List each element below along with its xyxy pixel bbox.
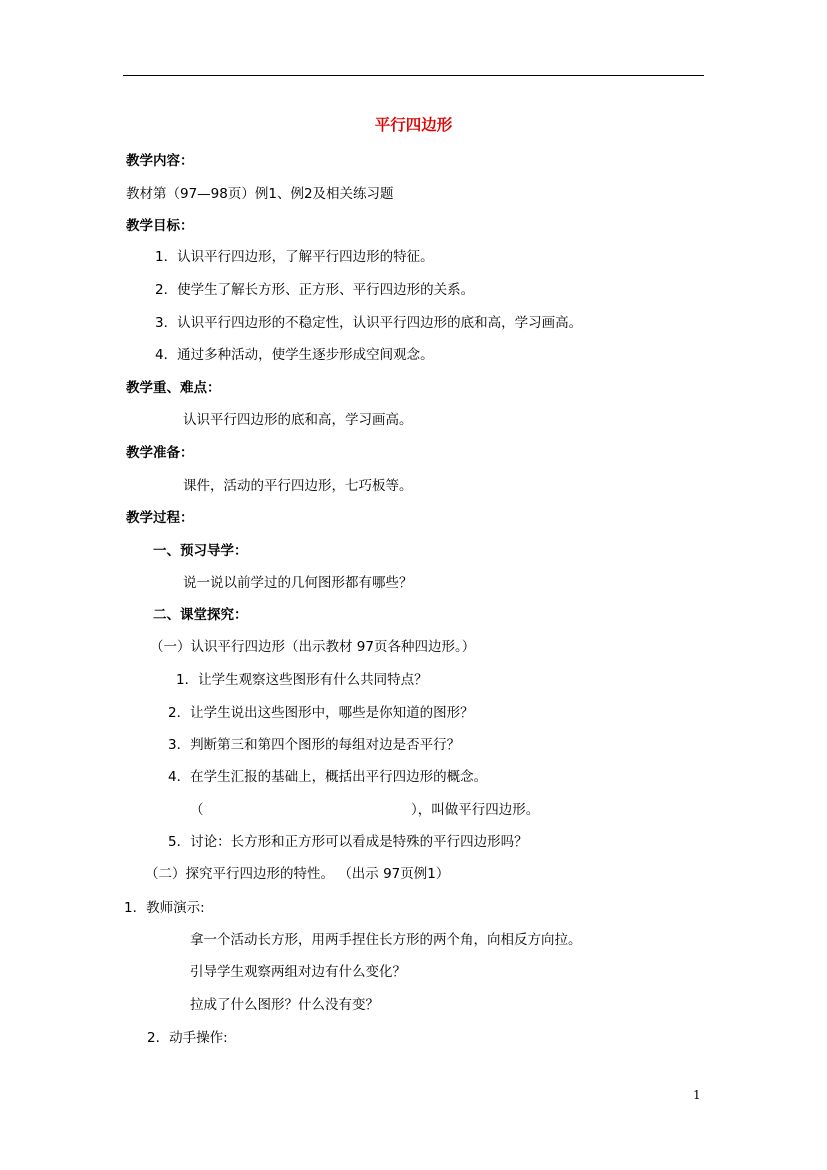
demo-item-3: 拉成了什么图形？什么没有变？	[190, 997, 379, 1013]
part2-heading: 二、课堂探究：	[153, 607, 248, 623]
key-text: 认识平行四边形的底和高，学习画高。	[183, 412, 413, 428]
sub1-item-3: 3．判断第三和第四个图形的每组对边是否平行？	[168, 737, 461, 753]
prep-heading: 教学准备：	[126, 445, 194, 461]
demo-item-1: 拿一个活动长方形，用两手捏住长方形的两个角，向相反方向拉。	[190, 932, 582, 948]
blank-definition-suffix: ），叫做平行四边形。	[411, 802, 540, 818]
goal-item-4: 4．通过多种活动，使学生逐步形成空间观念。	[155, 347, 434, 363]
demo-item-2: 引导学生观察两组对边有什么变化？	[190, 964, 406, 980]
sub1-heading: （一）认识平行四边形（出示教材 97页各种四边形。）	[150, 639, 476, 655]
prep-text: 课件，活动的平行四边形，七巧板等。	[183, 478, 413, 494]
blank-open-paren: （	[190, 802, 204, 818]
process-heading: 教学过程：	[126, 510, 194, 526]
page-number: 1	[693, 1088, 701, 1102]
sub1-item-2: 2．让学生说出这些图形中，哪些是你知道的图形？	[168, 705, 474, 721]
part1-heading: 一、预习导学：	[153, 543, 248, 559]
goals-heading: 教学目标：	[126, 218, 194, 234]
sub1-item-4: 4．在学生汇报的基础上，概括出平行四边形的概念。	[168, 769, 488, 785]
hands-on-heading: 2．动手操作:	[147, 1030, 228, 1046]
goal-item-1: 1．认识平行四边形，了解平行四边形的特征。	[155, 249, 434, 265]
content-text: 教材第（97—98页）例1、例2及相关练习题	[126, 186, 394, 202]
sub1-item-1: 1．让学生观察这些图形有什么共同特点？	[176, 672, 428, 688]
header-rule	[123, 75, 704, 76]
goal-item-2: 2．使学生了解长方形、正方形、平行四边形的关系。	[155, 282, 475, 298]
sub2-heading: （二）探究平行四边形的特性。 （出示 97页例1）	[145, 866, 450, 882]
page-title: 平行四边形	[374, 116, 453, 134]
demo-heading: 1．教师演示:	[124, 900, 205, 916]
goal-item-3: 3．认识平行四边形的不稳定性，认识平行四边形的底和高，学习画高。	[155, 315, 583, 331]
content-heading: 教学内容：	[126, 153, 194, 169]
key-heading: 教学重、难点：	[126, 380, 221, 396]
part1-text: 说一说以前学过的几何图形都有哪些？	[183, 575, 413, 591]
sub1-item-5: 5．讨论：长方形和正方形可以看成是特殊的平行四边形吗？	[168, 834, 528, 850]
